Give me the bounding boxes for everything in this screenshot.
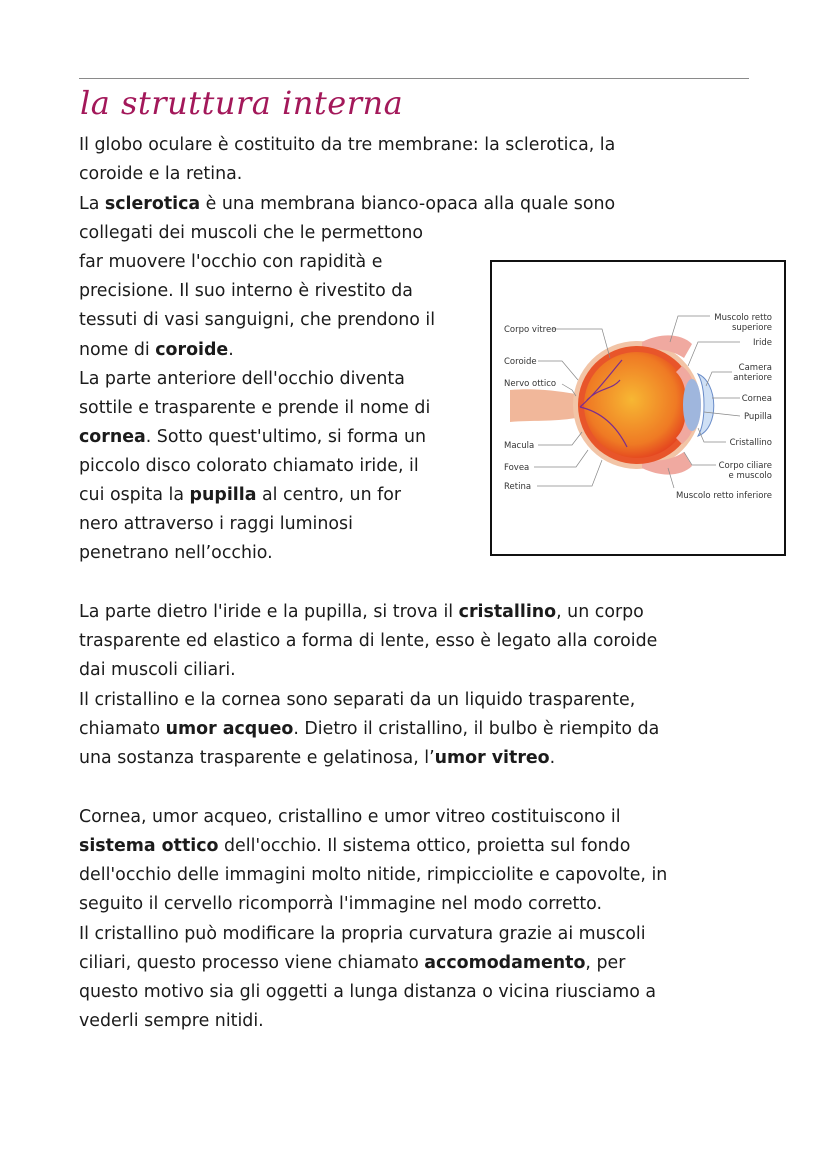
text-line: nome di coroide. — [79, 340, 234, 360]
text-line: nero attraverso i raggi luminosi — [79, 514, 353, 534]
label-muscolo-retto-superiore-2: superiore — [731, 323, 772, 333]
eye-diagram — [490, 260, 786, 556]
text-line: questo motivo sia gli oggetti a lunga distanza o vicina riusciamo a — [79, 982, 657, 1002]
text-line: cui ospita la pupilla al centro, un for — [79, 485, 402, 505]
page-title: la struttura interna — [80, 84, 404, 122]
text-line: penetrano nell’occhio. — [79, 543, 273, 563]
text-line: ciliari, questo processo viene chiamato accomodamento, per — [79, 953, 626, 973]
label-macula: Macula — [504, 441, 535, 451]
text-line: trasparente ed elastico a forma di lente, esso è legato alla coroide — [79, 631, 658, 651]
term-sistema-ottico: sistema ottico — [79, 836, 219, 856]
text-line: far muovere l'occhio con rapidità e — [79, 252, 383, 272]
label-corpo-vitreo: Corpo vitreo — [504, 325, 557, 335]
text-line: Il cristallino e la cornea sono separati da un liquido trasparente, — [79, 690, 636, 710]
term-accomodamento: accomodamento — [424, 953, 586, 973]
label-pupilla: Pupilla — [743, 412, 772, 422]
text-line: piccolo disco colorato chiamato iride, il — [79, 456, 419, 476]
text-line: Il globo oculare è costituito da tre membrane: la sclerotica, la — [79, 135, 616, 155]
text-line: La parte dietro l'iride e la pupilla, si trova il cristallino, un corpo — [79, 602, 644, 622]
label-cornea: Cornea — [741, 394, 772, 404]
text-line: Il cristallino può modificare la propria curvatura grazie ai muscoli — [79, 924, 646, 944]
text-line: una sostanza trasparente e gelatinosa, l’umor vitreo. — [79, 748, 556, 768]
text-line: Cornea, umor acqueo, cristallino e umor vitreo costituiscono il — [79, 807, 621, 827]
text-line: precisione. Il suo interno è rivestito da — [79, 281, 413, 301]
label-retina: Retina — [504, 482, 532, 492]
label-nervo-ottico: Nervo ottico — [504, 379, 557, 389]
optic-nerve-shape — [510, 389, 576, 422]
label-camera-anteriore-2: anteriore — [733, 373, 772, 383]
term-pupilla: pupilla — [189, 485, 257, 505]
text-line: seguito il cervello ricomporrà l'immagine nel modo corretto. — [79, 894, 603, 914]
text-line: vederli sempre nitidi. — [79, 1011, 264, 1031]
vitreous-body-shape — [584, 352, 690, 458]
text-line: La parte anteriore dell'occhio diventa — [79, 369, 405, 389]
eye-diagram-svg — [492, 262, 784, 554]
lens-shape — [683, 379, 701, 431]
text-line: sottile e trasparente e prende il nome di — [79, 398, 431, 418]
label-cristallino: Cristallino — [729, 438, 772, 448]
text-line: coroide e la retina. — [79, 164, 243, 184]
label-corpo-ciliare: Corpo ciliare — [718, 461, 772, 471]
text-line: La sclerotica è una membrana bianco-opaca alla quale sono — [79, 194, 616, 214]
text-line: tessuti di vasi sanguigni, che prendono il — [79, 310, 436, 330]
text-line: dai muscoli ciliari. — [79, 660, 236, 680]
text-line: chiamato umor acqueo. Dietro il cristallino, il bulbo è riempito da — [79, 719, 660, 739]
label-corpo-ciliare-2: e muscolo — [728, 471, 772, 481]
term-cornea: cornea — [79, 427, 146, 447]
text-line: sistema ottico dell'occhio. Il sistema ottico, proietta sul fondo — [79, 836, 631, 856]
header-rule — [79, 78, 749, 79]
label-iride: Iride — [753, 338, 772, 348]
term-umor-vitreo: umor vitreo — [434, 748, 550, 768]
term-umor-acqueo: umor acqueo — [165, 719, 294, 739]
label-muscolo-retto-inferiore: Muscolo retto inferiore — [676, 491, 772, 501]
label-muscolo-retto-superiore: Muscolo retto — [714, 313, 772, 323]
term-coroide: coroide — [155, 340, 229, 360]
text-line: collegati dei muscoli che le permettono — [79, 223, 423, 243]
term-cristallino: cristallino — [458, 602, 557, 622]
label-coroide: Coroide — [504, 357, 537, 367]
label-camera-anteriore: Camera — [738, 363, 772, 373]
text-line: dell'occhio delle immagini molto nitide, rimpicciolite e capovolte, in — [79, 865, 668, 885]
text-line: cornea. Sotto quest'ultimo, si forma un — [79, 427, 427, 447]
label-fovea: Fovea — [504, 463, 530, 473]
term-sclerotica: sclerotica — [104, 194, 201, 214]
